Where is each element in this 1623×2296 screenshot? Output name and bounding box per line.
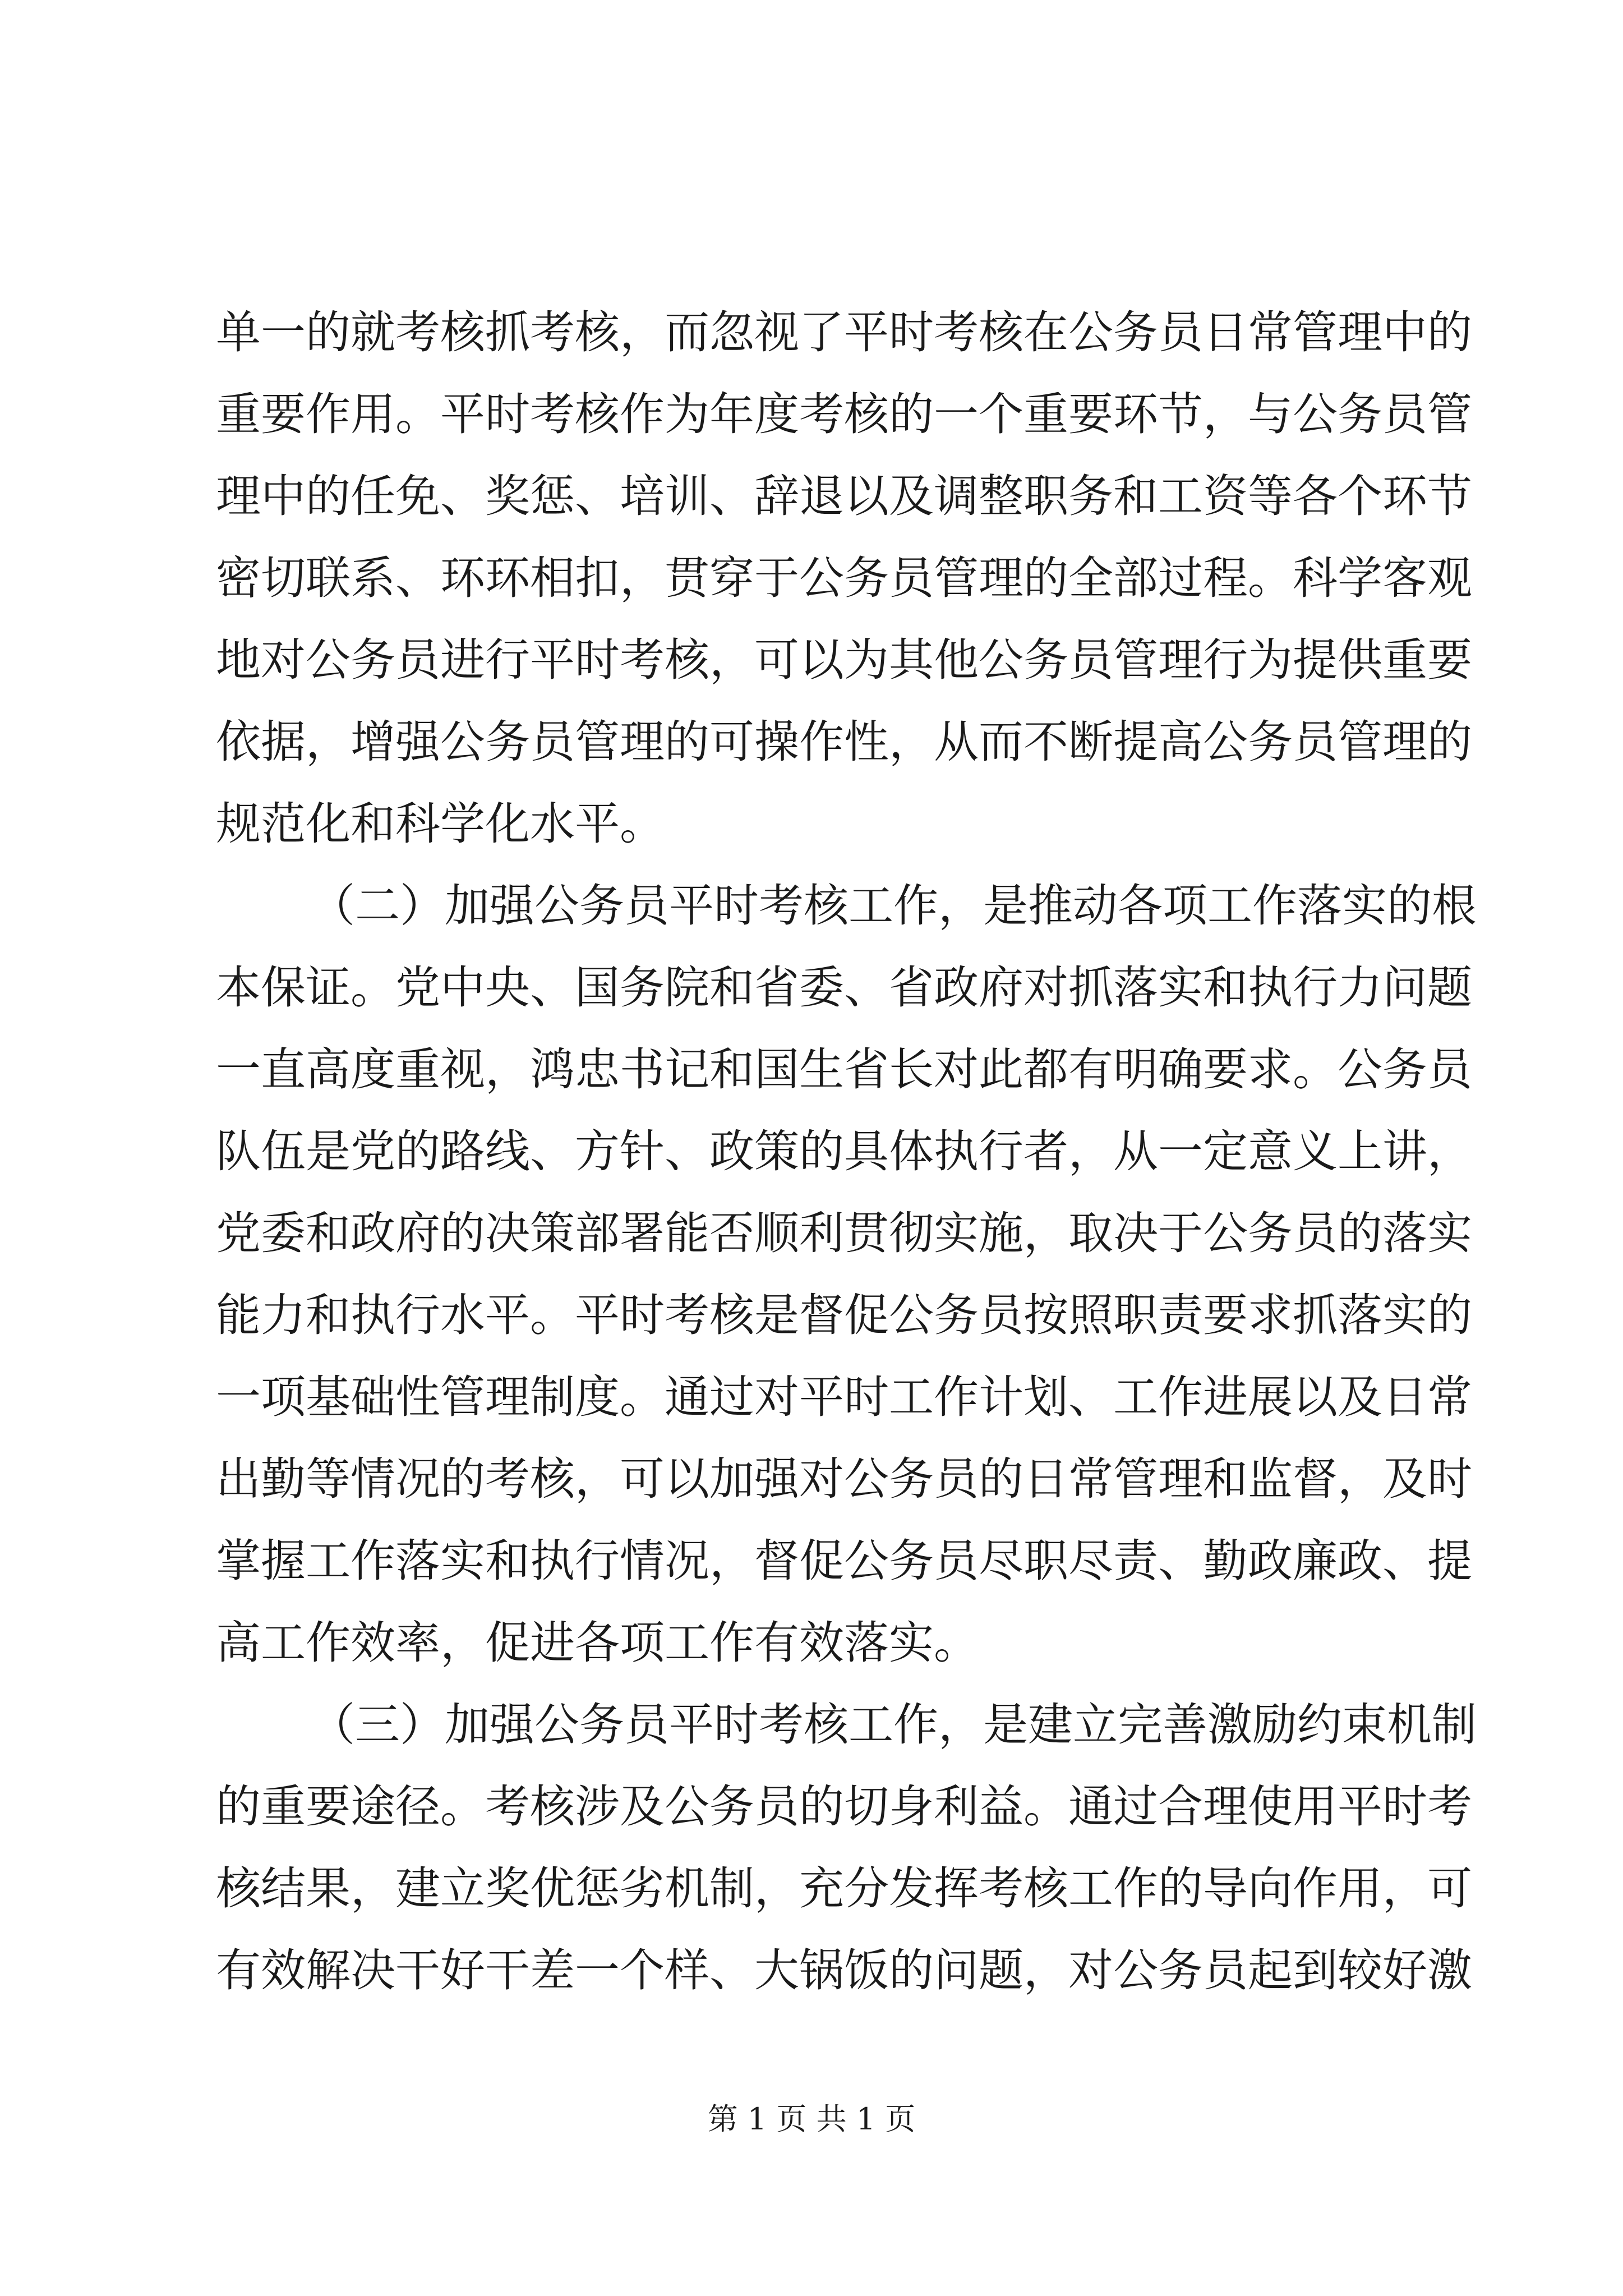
text-line: 一直高度重视，鸿忠书记和国生省长对此都有明确要求。公务员 — [216, 1043, 1472, 1096]
text-line: 一项基础性管理制度。通过对平时工作计划、工作进展以及日常 — [216, 1371, 1472, 1423]
text-line: 有效解决干好干差一个样、大锅饭的问题，对公务员起到较好激 — [216, 1944, 1472, 1996]
text-line: 规范化和科学化水平。 — [216, 798, 665, 850]
text-line: 队伍是党的路线、方针、政策的具体执行者，从一定意义上讲， — [216, 1125, 1472, 1177]
text-line: 密切联系、环环相扣，贯穿于公务员管理的全部过程。科学客观 — [216, 552, 1472, 604]
text-line: 理中的任免、奖惩、培训、辞退以及调整职务和工资等各个环节 — [216, 470, 1472, 522]
text-line: 地对公务员进行平时考核，可以为其他公务员管理行为提供重要 — [216, 634, 1472, 686]
document-body — [216, 292, 1477, 2012]
paragraph-start-line: （二）加强公务员平时考核工作，是推动各项工作落实的根 — [310, 880, 1477, 932]
text-line: 党委和政府的决策部署能否顺利贯彻实施，取决于公务员的落实 — [216, 1207, 1472, 1259]
text-line: 重要作用。平时考核作为年度考核的一个重要环节，与公务员管 — [216, 388, 1472, 440]
paragraph-start-line: （三）加强公务员平时考核工作，是建立完善激励约束机制 — [310, 1699, 1477, 1751]
text-line: 本保证。党中央、国务院和省委、省政府对抓落实和执行力问题 — [216, 961, 1472, 1014]
text-line: 能力和执行水平。平时考核是督促公务员按照职责要求抓落实的 — [216, 1289, 1472, 1341]
text-line: 出勤等情况的考核，可以加强对公务员的日常管理和监督，及时 — [216, 1453, 1472, 1505]
text-line: 核结果，建立奖优惩劣机制，充分发挥考核工作的导向作用，可 — [216, 1862, 1472, 1915]
text-line: 掌握工作落实和执行情况，督促公务员尽职尽责、勤政廉政、提 — [216, 1535, 1472, 1587]
page-number-footer: 第 1 页 共 1 页 — [707, 2101, 916, 2137]
text-line: 依据，增强公务员管理的可操作性，从而不断提高公务员管理的 — [216, 716, 1472, 768]
text-line: 高工作效率，促进各项工作有效落实。 — [216, 1617, 979, 1669]
text-line: 的重要途径。考核涉及公务员的切身利益。通过合理使用平时考 — [216, 1780, 1472, 1833]
text-line: 单一的就考核抓考核，而忽视了平时考核在公务员日常管理中的 — [216, 306, 1472, 358]
